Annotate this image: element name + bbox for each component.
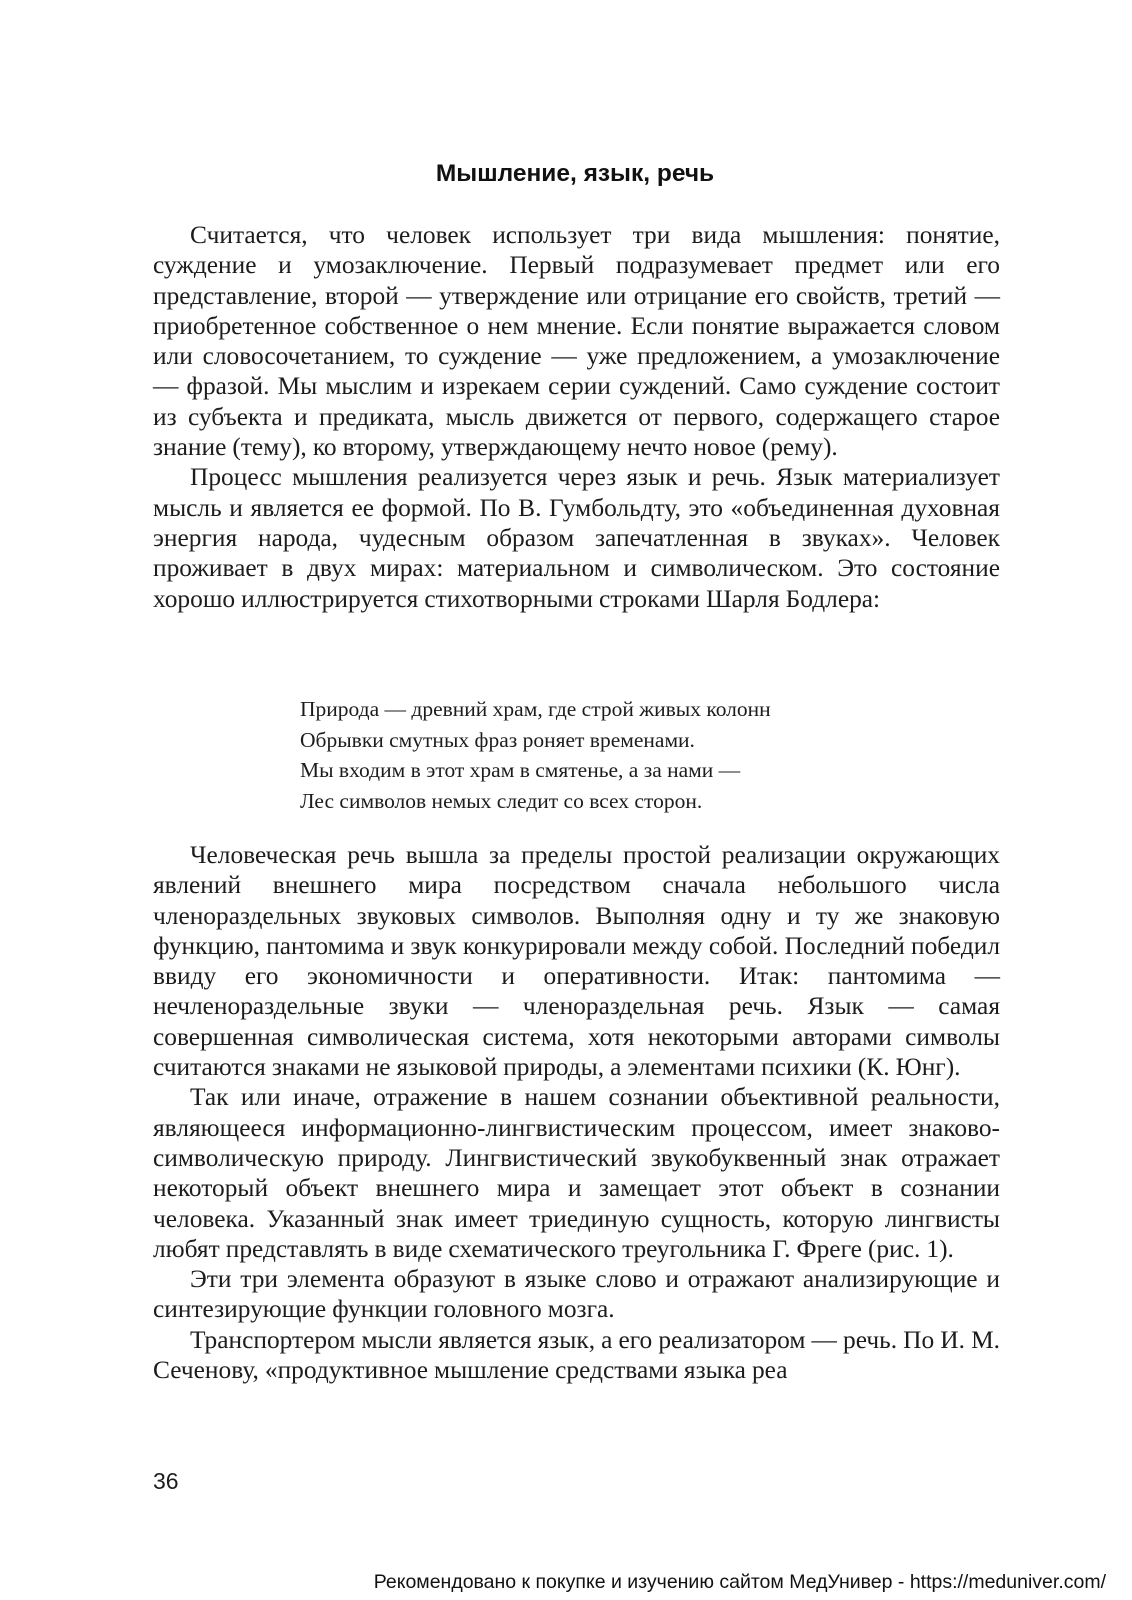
poem-line: Лес символов немых следит со всех сторон. bbox=[300, 788, 703, 813]
paragraph: Процесс мышления реализуется через язык и речь. Язык материализует мысль и является ее формой. По В. Гумбольдту, это «объединенная духовная энергия народа, чудесным образом запечатленная в звуках». Человек проживает в двух мирах: материальном и символическом. Это состояние хорошо иллюстрируется стихотворными строками Шарля Бодлера: bbox=[153, 463, 1000, 613]
footer-watermark: Рекомендовано к покупке и изучению сайтом МедУнивер - https://meduniver.com/ bbox=[373, 1571, 1106, 1593]
text-block-top bbox=[153, 220, 1000, 614]
paragraph: Человеческая речь вышла за пределы простой реализации окружающих явлений внешнего мира посредством сначала небольшого числа членораздельных звуковых символов. Выполняя одну и ту же знаковую функцию, пантомима и звук конкурировали между собой. Последний победил ввиду его экономичности и оперативности. Итак: пантомима — нечленораздельные звуки — членораздельная речь. Язык — самая совершенная символическая система, хотя некоторыми авторами символы считаются знаками не языковой природы, а элементами психики (К. Юнг). bbox=[153, 841, 1000, 1082]
poem-quote bbox=[300, 694, 940, 816]
paragraph: Так или иначе, отражение в нашем сознании объективной реальности, являющееся информационно-лингвистическим процессом, имеет знаково-символическую природу. Лингвистический звукобуквенный знак отражает некоторый объект внешнего мира и замещает этот объект в сознании человека. Указанный знак имеет триединую сущность, которую лингвисты любят представлять в виде схематического треугольника Г. Фреге (рис. 1). bbox=[153, 1083, 1000, 1263]
paragraph: Считается, что человек использует три вида мышления: понятие, суждение и умозаключение. Первый подразумевает предмет или его представление, второй — утверждение или отрицание его свойств, третий — приобретенное собственное о нем мнение. Если понятие выражается словом или словосочетанием, то суждение — уже предложением, а умозаключение — фразой. Мы мыслим и изрекаем серии суждений. Само суждение состоит из субъекта и предиката, мысль движется от первого, содержащего старое знание (тему), ко второму, утверждающему нечто новое (рему). bbox=[153, 221, 1000, 462]
poem-line: Мы входим в этот храм в смятенье, а за нами — bbox=[300, 758, 741, 782]
poem-line: Природа — древний храм, где строй живых колонн bbox=[300, 697, 771, 721]
poem-line: Обрывки смутных фраз роняет временами. bbox=[300, 727, 695, 752]
paragraph: Транспортером мысли является язык, а его реализатором — речь. По И. М. Сеченову, «продуктивное мышление средствами языка реа bbox=[153, 1325, 1000, 1385]
page-number: 36 bbox=[153, 1468, 179, 1494]
page-title: Мышление, язык, речь bbox=[435, 160, 715, 187]
paragraph: Эти три элемента образуют в языке слово и отражают анализирующие и синтезирующие функции головного мозга. bbox=[153, 1265, 1000, 1324]
text-block-bottom bbox=[153, 840, 1000, 1385]
